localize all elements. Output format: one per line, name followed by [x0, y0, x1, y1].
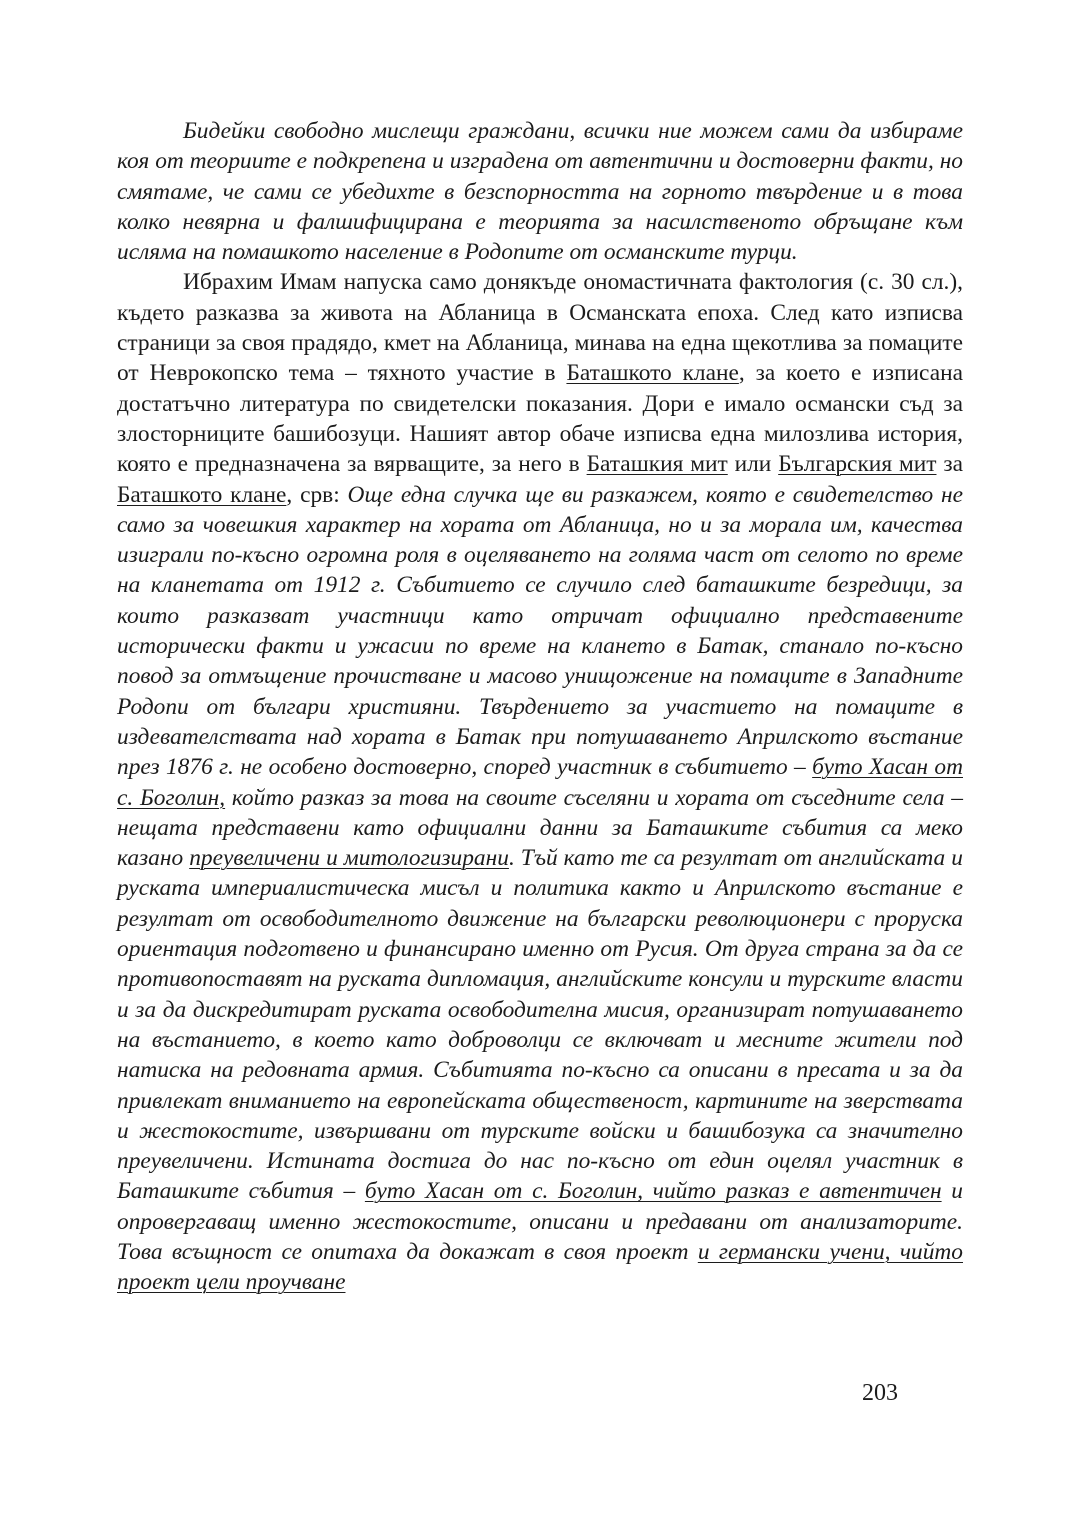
text-segment: Още една случка ще ви разкажем, която е свидетелство не само за човешкия характер на хората от Абланица, но и за морала им, качества изиграли по-късно огромна роля в оцеляването на голяма част от селото по време на кланетата от 1912 г. Събитието се случило след баташките безредици, за които разказват участници като отричат официално представените исторически факти и ужасии по време на клането в Батак, станало по-късно повод за отмъщение прочистване и масово унищожение на помаците в Западните Родопи от българи християни. Твърдението за участието на помаците в издевателствата над хората в Батак при потушаването Априлското въстание през 1876 г. не особено достоверно, според участник в събитието –: [117, 481, 963, 781]
document-page: [117, 116, 963, 1298]
underlined-text-segment: Българския мит: [778, 451, 937, 478]
paragraph-ibrahim-imam: [117, 267, 963, 1297]
text-segment: за: [936, 451, 963, 478]
underlined-text-segment: Баташкото клане: [117, 481, 287, 508]
underlined-text-segment: преувеличени и митологизирани: [189, 845, 509, 872]
underlined-text-segment: Баташкото клане: [566, 360, 739, 387]
underlined-text-segment: буто Хасан от с. Боголин,: [117, 754, 963, 811]
text-segment: Бидейки свободно мислещи граждани, всички ние можем сами да избираме коя от теориите е подкрепена и изградена от автентични и достоверни факти, но смятаме, че сами се убедихте в безспорността на горното твърдение и в това колко невярна и фалшифицирана е теорията за насилственото обръщане към исляма на помашкото население в Родопите от османските турци.: [117, 118, 963, 266]
text-segment: и опровергаващ именно жестокостите, описани и предавани от анализаторите. Това всъщност се опитаха да докажат в своя проект: [117, 1178, 963, 1265]
underlined-text-segment: и германски учени, чийто проект цели проучване: [117, 1238, 963, 1296]
paragraph-quote-conclusion: [117, 116, 963, 267]
text-segment: , срв:: [286, 481, 348, 508]
text-segment: който разказ за това на своите съселяни и хората от съседните села – нещата представени като официални данни за Баташките събития са меко казано: [117, 784, 963, 872]
page-number: 203: [862, 1380, 898, 1406]
text-segment: Ибрахим Имам напуска само донякъде ономастичната фактология (с. 30 сл.), където разказва за живота на Абланица в Османската епоха. След като изписва страници за своя прадядо, кмет на Абланица, минава на една щекотлива за помаците от Неврокопско тема – тяхното участие в: [117, 269, 963, 387]
underlined-text-segment: буто Хасан от с. Боголин, чийто разказ е автентичен: [364, 1178, 942, 1205]
text-segment: или: [727, 451, 779, 478]
text-segment: . Тъй като те са резултат от английската и руската империалистическа мисъл и политика както и Априлското въстание е резултат от освободителното движение на български революционери с проруска ориентация подготвено и финансирано именно от Русия. От друга страна за да се противопоставят на руската дипломация, английските консули и турските власти и за да дискредитират руската освободителна мисия, организират потушаването на въстанието, в което като доброволци се включват и месните жители под натиска на редовната армия. Събитията по-късно са описани в пресата и за да привлекат вниманието на европейската общественост, картините на зверствата и жестокостите, извършвани от турските войски и башибозука са значително преувеличени. Истината достига до нас по-късно от един оцелял участник в Баташките събития –: [117, 845, 963, 1205]
underlined-text-segment: Баташкия мит: [586, 451, 728, 478]
text-segment: , за което е изписана достатъчно литература по свидетелски показания. Дори е имало османски съд за злосторниците башибозуци. Нашият автор обаче изписва една милозлива история, която е предназначена за вярващите, за него в: [117, 360, 963, 478]
